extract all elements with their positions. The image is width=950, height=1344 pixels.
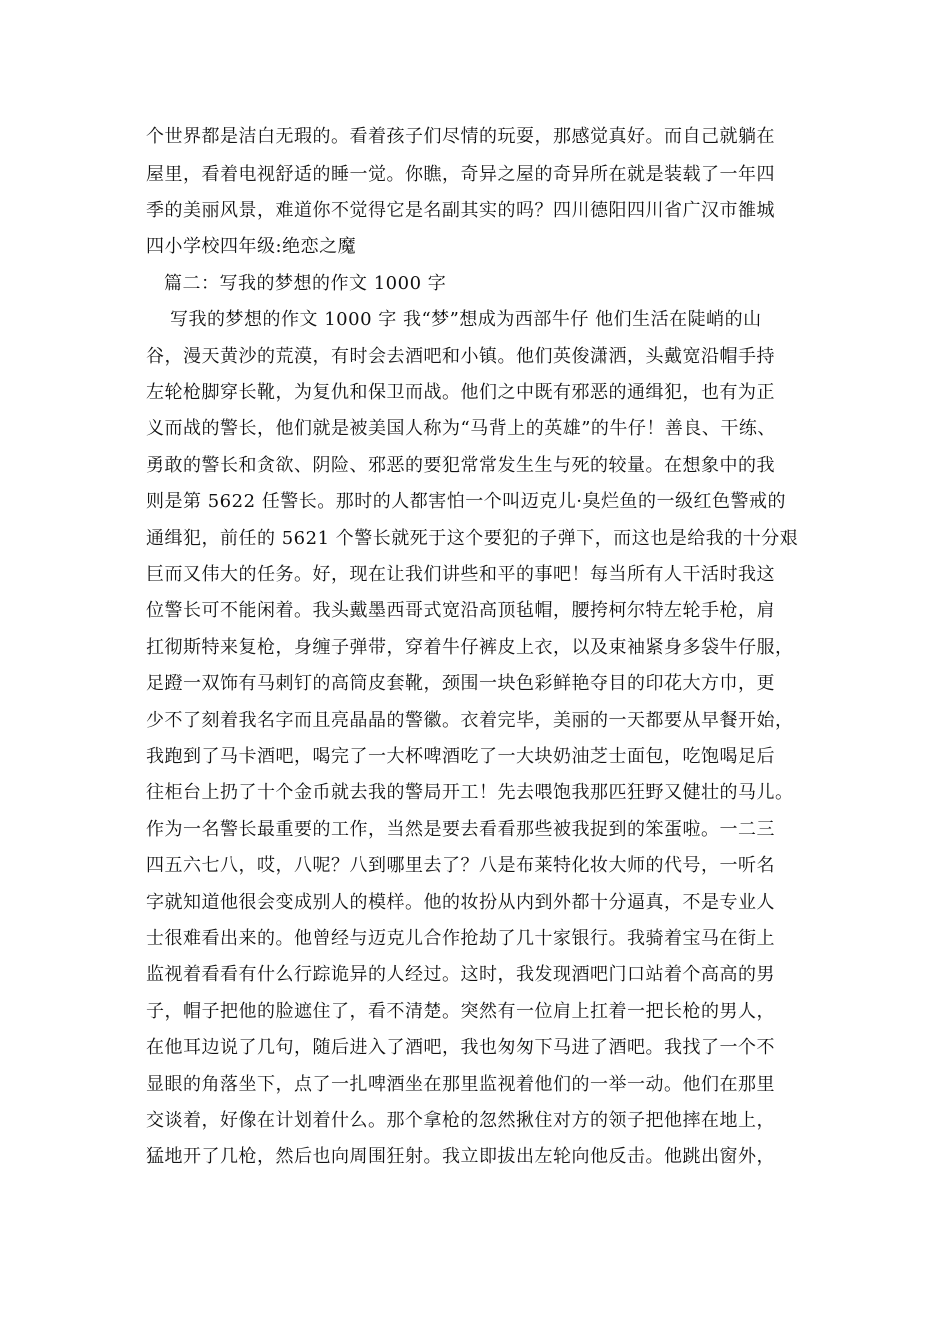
paragraph-first-line: 写我的梦想的作文 1000 字 我“梦”想成为西部牛仔 他们生活在陡峭的山 (170, 309, 762, 330)
text-line: 显眼的角落坐下，点了一扎啤酒坐在那里监视着他们的一举一动。他们在那里 (146, 1074, 775, 1095)
text-line: 猛地开了几枪，然后也向周围狂射。我立即拔出左轮向他反击。他跳出窗外， (146, 1146, 775, 1167)
text-line: 则是第 5622 任警长。那时的人都害怕一个叫迈克儿·臭烂鱼的一级红色警戒的 (146, 491, 786, 512)
text-line: 谷，漫天黄沙的荒漠，有时会去酒吧和小镇。他们英俊潇洒，头戴宽沿帽手持 (146, 346, 775, 367)
text-line: 勇敢的警长和贪欲、阴险、邪恶的要犯常常发生生与死的较量。在想象中的我 (146, 455, 775, 476)
text-line: 四五六七八，哎，八呢？八到哪里去了？八是布莱特化妆大师的代号，一听名 (146, 855, 775, 876)
text-line: 士很难看出来的。他曾经与迈克儿合作抢劫了几十家银行。我骑着宝马在街上 (146, 928, 775, 949)
text-line: 少不了刻着我名字而且亮晶晶的警徽。衣着完毕，美丽的一天都要从早餐开始， (146, 710, 794, 731)
text-line: 作为一名警长最重要的工作，当然是要去看看那些被我捉到的笨蛋啦。一二三 (146, 819, 775, 840)
section-heading: 篇二：写我的梦想的作文 1000 字 (164, 273, 447, 294)
text-line: 子，帽子把他的脸遮住了，看不清楚。突然有一位肩上扛着一把长枪的男人， (146, 1001, 775, 1022)
text-line: 季的美丽风景，难道你不觉得它是名副其实的吗？四川德阳四川省广汉市雒城 (146, 200, 775, 221)
text-line: 个世界都是洁白无瑕的。看着孩子们尽情的玩耍，那感觉真好。而自己就躺在 (146, 126, 775, 147)
text-line: 在他耳边说了几句，随后进入了酒吧，我也匆匆下马进了酒吧。我找了一个不 (146, 1037, 775, 1058)
text-line: 屋里，看着电视舒适的睡一觉。你瞧，奇异之屋的奇异所在就是装载了一年四 (146, 164, 775, 185)
text-line: 四小学校四年级:绝恋之魔 (146, 236, 357, 257)
text-line: 足蹬一双饰有马刺钉的高筒皮套靴，颈围一块色彩鲜艳夺目的印花大方巾，更 (146, 673, 775, 694)
text-line: 巨而又伟大的任务。好，现在让我们讲些和平的事吧！每当所有人干活时我这 (146, 564, 775, 585)
text-line: 义而战的警长，他们就是被美国人称为“马背上的英雄”的牛仔！善良、干练、 (146, 418, 776, 439)
text-line: 监视着看看有什么行踪诡异的人经过。这时，我发现酒吧门口站着个高高的男 (146, 964, 775, 985)
text-line: 左轮枪脚穿长靴，为复仇和保卫而战。他们之中既有邪恶的通缉犯，也有为正 (146, 382, 775, 403)
text-line: 我跑到了马卡酒吧，喝完了一大杯啤酒吃了一大块奶油芝士面包，吃饱喝足后 (146, 746, 775, 767)
text-line: 通缉犯，前任的 5621 个警长就死于这个要犯的子弹下，而这也是给我的十分艰 (146, 528, 799, 549)
text-line: 位警长可不能闲着。我头戴墨西哥式宽沿高顶毡帽，腰挎柯尔特左轮手枪，肩 (146, 600, 775, 621)
text-line: 往柜台上扔了十个金币就去我的警局开工！先去喂饱我那匹狂野又健壮的马儿。 (146, 782, 794, 803)
text-line: 字就知道他很会变成别人的模样。他的妆扮从内到外都十分逼真，不是专业人 (146, 892, 775, 913)
text-line: 扛彻斯特来复枪，身缠子弹带，穿着牛仔裤皮上衣，以及束袖紧身多袋牛仔服， (146, 637, 794, 658)
text-line: 交谈着，好像在计划着什么。那个拿枪的忽然揪住对方的领子把他摔在地上， (146, 1110, 775, 1131)
